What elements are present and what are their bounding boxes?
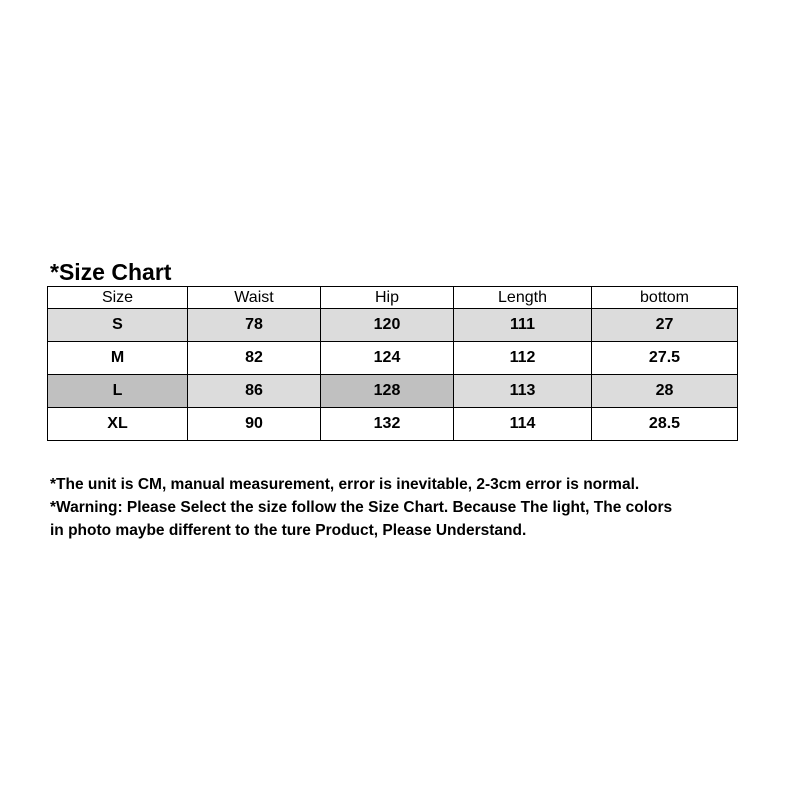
column-header-bottom: bottom xyxy=(592,287,738,309)
table-cell-length: 113 xyxy=(454,375,592,408)
table-cell-waist: 82 xyxy=(188,342,321,375)
column-header-size: Size xyxy=(48,287,188,309)
table-row xyxy=(48,342,738,375)
table-cell-waist: 86 xyxy=(188,375,321,408)
table-cell-size: S xyxy=(48,309,188,342)
table-cell-size: XL xyxy=(48,408,188,441)
size-chart-table xyxy=(47,286,738,441)
table-row xyxy=(48,309,738,342)
table-header-row xyxy=(48,287,738,309)
table-cell-hip: 120 xyxy=(321,309,454,342)
page-title: *Size Chart xyxy=(50,259,172,285)
table-cell-hip: 124 xyxy=(321,342,454,375)
table-row xyxy=(48,375,738,408)
table-cell-length: 112 xyxy=(454,342,592,375)
table-cell-length: 114 xyxy=(454,408,592,441)
table-cell-hip: 132 xyxy=(321,408,454,441)
table-cell-bottom: 28.5 xyxy=(592,408,738,441)
table-cell-size: M xyxy=(48,342,188,375)
column-header-waist: Waist xyxy=(188,287,321,309)
table-cell-hip: 128 xyxy=(321,375,454,408)
warning-note-line-2: in photo maybe different to the ture Product, Please Understand. xyxy=(50,522,527,539)
table-cell-bottom: 27 xyxy=(592,309,738,342)
notes-block xyxy=(50,473,750,542)
table-cell-bottom: 28 xyxy=(592,375,738,408)
table-cell-length: 111 xyxy=(454,309,592,342)
column-header-hip: Hip xyxy=(321,287,454,309)
table-cell-size: L xyxy=(48,375,188,408)
table-cell-waist: 90 xyxy=(188,408,321,441)
unit-note: *The unit is CM, manual measurement, error is inevitable, 2-3cm error is normal. xyxy=(50,476,640,493)
table-cell-waist: 78 xyxy=(188,309,321,342)
column-header-length: Length xyxy=(454,287,592,309)
table-row xyxy=(48,408,738,441)
warning-note-line-1: *Warning: Please Select the size follow the Size Chart. Because The light, The colors xyxy=(50,499,673,516)
table-cell-bottom: 27.5 xyxy=(592,342,738,375)
